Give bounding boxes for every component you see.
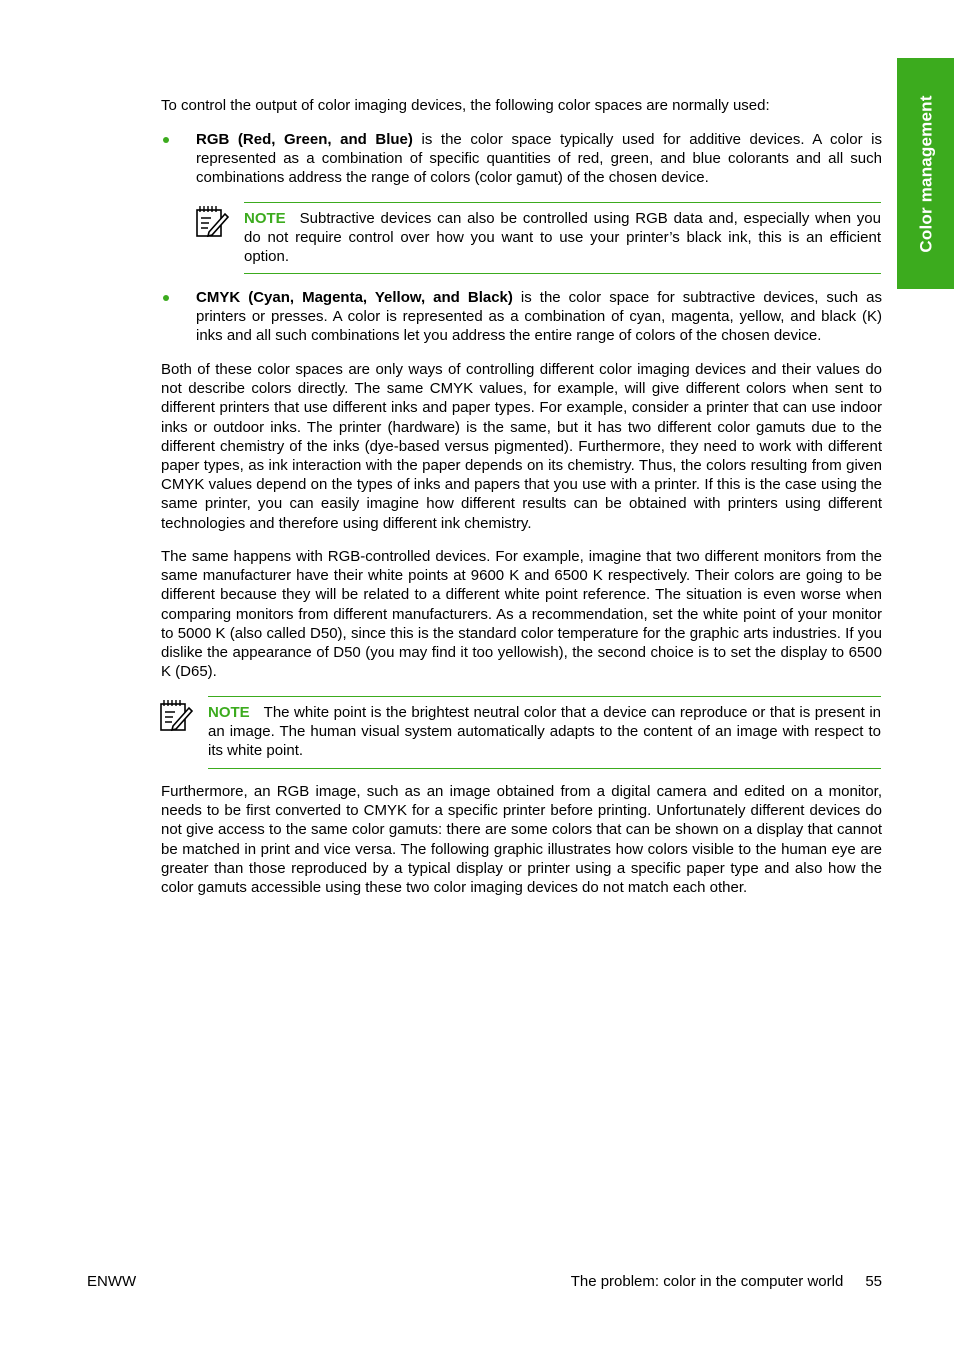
note-label: NOTE bbox=[244, 210, 286, 227]
bullet-dot-icon bbox=[163, 137, 169, 143]
bullet-term: RGB (Red, Green, and Blue) bbox=[196, 131, 413, 148]
bullet-text bbox=[196, 288, 882, 346]
intro-paragraph: To control the output of color imaging devices, the following color spaces are normally used: bbox=[161, 97, 770, 114]
chapter-tab-label: Color management bbox=[915, 94, 935, 253]
bullet-dot-icon bbox=[163, 295, 169, 301]
body-paragraph: Both of these color spaces are only ways of controlling different color imaging devices and their values do not describe colors directly. The same CMYK values, for example, will give different colors when sent to different printers that use different inks and paper types. For example, consider a printer that can use indoor inks or outdoor inks. The printer (hardware) is the same, but it has two different color gamuts due to the different chemistry of the inks (dye-based versus pigmented). Furthermore, they need to work with different paper types, as ink interaction with the paper depends on its chemistry. Thus, the colors resulting from given CMYK values depend on the types of inks and papers that you use with a printer. If this is the case using the same printer, you can easily imagine how different results can be obtained with printers using different technologies and therefore using different ink chemistry. bbox=[161, 361, 882, 532]
note-label: NOTE bbox=[208, 704, 250, 721]
bullet-description: is the color space typically used for additive devices. A color is represented as a combination of specific quantities of red, green, and blue colorants and all such combinations address the range of colors (color gamut) of the chosen device. bbox=[196, 131, 882, 187]
note-body: Subtractive devices can also be controlled using RGB data and, especially when you do not require control over how you want to use your printer’s black ink, this is an efficient option. bbox=[244, 210, 881, 266]
footer-section bbox=[571, 1272, 882, 1291]
note-box-rgb bbox=[244, 202, 881, 274]
body-paragraph: Furthermore, an RGB image, such as an image obtained from a digital camera and edited on a monitor, needs to be first converted to CMYK for a specific printer before printing. Unfortunately different devices do not give access to the same color gamuts: there are some colors that can be shown on a display that cannot be matched in print and vice versa. The following graphic illustrates how colors visible to the human eye are greater than those reproduced by a typical display or printer using a specific paper type and also how the color gamuts accessible using these two color imaging devices do not match each other. bbox=[161, 783, 882, 897]
page-number: 55 bbox=[865, 1273, 882, 1290]
bullet-description: is the color space for subtractive devices, such as printers or presses. A color is represented as a combination of cyan, magenta, yellow, and black (K) inks and all such combinations let you address the entire range of colors of the chosen device. bbox=[196, 289, 882, 345]
note-body: The white point is the brightest neutral color that a device can reproduce or that is present in an image. The human visual system automatically adapts to the content of an image with respect to its white point. bbox=[208, 704, 881, 760]
body-paragraph: The same happens with RGB-controlled devices. For example, imagine that two different monitors from the same manufacturer have their white points at 9600 K and 6500 K respectively. Their colors are going to be different because they will be related to a different white point reference. The situation is even worse when comparing monitors from different manufacturers. As a recommendation, set the white point of your monitor to 5000 K (also called D50), since this is the standard color temperature for the graphic arts industries. If you dislike the appearance of D50 (you may find it too yellowish), the second choice is to set the display to 6500 K (D65). bbox=[161, 548, 882, 681]
chapter-side-tab bbox=[897, 58, 954, 289]
bullet-text bbox=[196, 130, 882, 188]
note-pad-icon bbox=[159, 698, 193, 732]
note-text bbox=[244, 209, 881, 267]
footer-locale: ENWW bbox=[87, 1273, 137, 1290]
note-text bbox=[208, 703, 881, 761]
footer-section-title: The problem: color in the computer world bbox=[570, 1273, 844, 1290]
bullet-term: CMYK (Cyan, Magenta, Yellow, and Black) bbox=[196, 289, 513, 306]
note-pad-icon bbox=[195, 204, 229, 238]
note-box-white-point bbox=[208, 696, 881, 769]
